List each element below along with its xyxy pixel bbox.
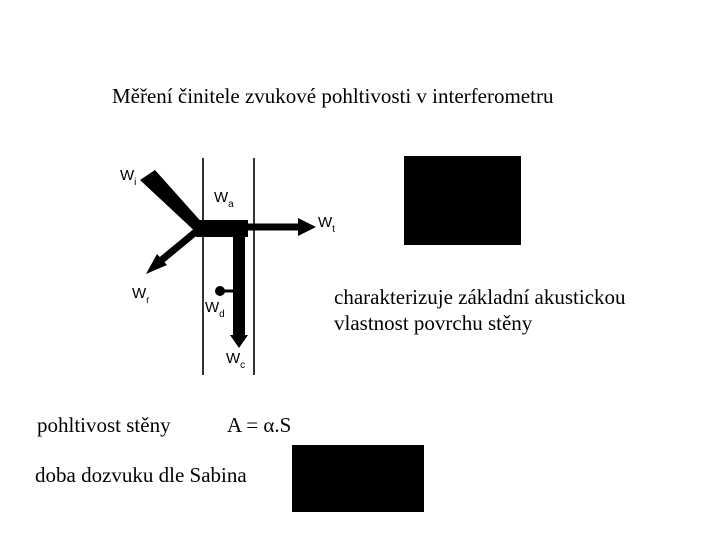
incident-energy-arrow bbox=[140, 170, 205, 236]
redacted-sabine-formula-box bbox=[292, 445, 424, 512]
description-line-1: charakterizuje základní akustickou bbox=[334, 285, 626, 309]
label-transmitted: $W_t$ bbox=[318, 214, 335, 235]
sabine-label: doba dozvuku dle Sabina bbox=[35, 463, 247, 487]
redacted-formula-box bbox=[404, 156, 521, 245]
absorption-label: pohltivost stěny bbox=[37, 413, 171, 437]
label-reflected: $W_r$ bbox=[132, 285, 150, 306]
label-absorbed: $W_a$ bbox=[214, 189, 234, 210]
page-title: Měření činitele zvukové pohltivosti v interferometru bbox=[112, 84, 554, 108]
conducted-arrow-head bbox=[230, 335, 248, 348]
description-line-2: vlastnost povrchu stěny bbox=[334, 311, 533, 335]
label-dissipated: $W_d$ bbox=[205, 299, 225, 320]
energy-flow-diagram bbox=[110, 150, 340, 380]
label-incident: $W_i$ bbox=[120, 167, 137, 188]
dissipated-energy-dot bbox=[215, 286, 225, 296]
transmitted-arrow-head bbox=[298, 218, 316, 236]
label-conducted: $W_c$ bbox=[226, 350, 246, 371]
conducted-energy-band bbox=[233, 228, 245, 338]
description-text bbox=[334, 284, 626, 336]
reflected-energy-arrow bbox=[158, 230, 198, 263]
absorption-formula: A = α.S bbox=[227, 413, 292, 437]
